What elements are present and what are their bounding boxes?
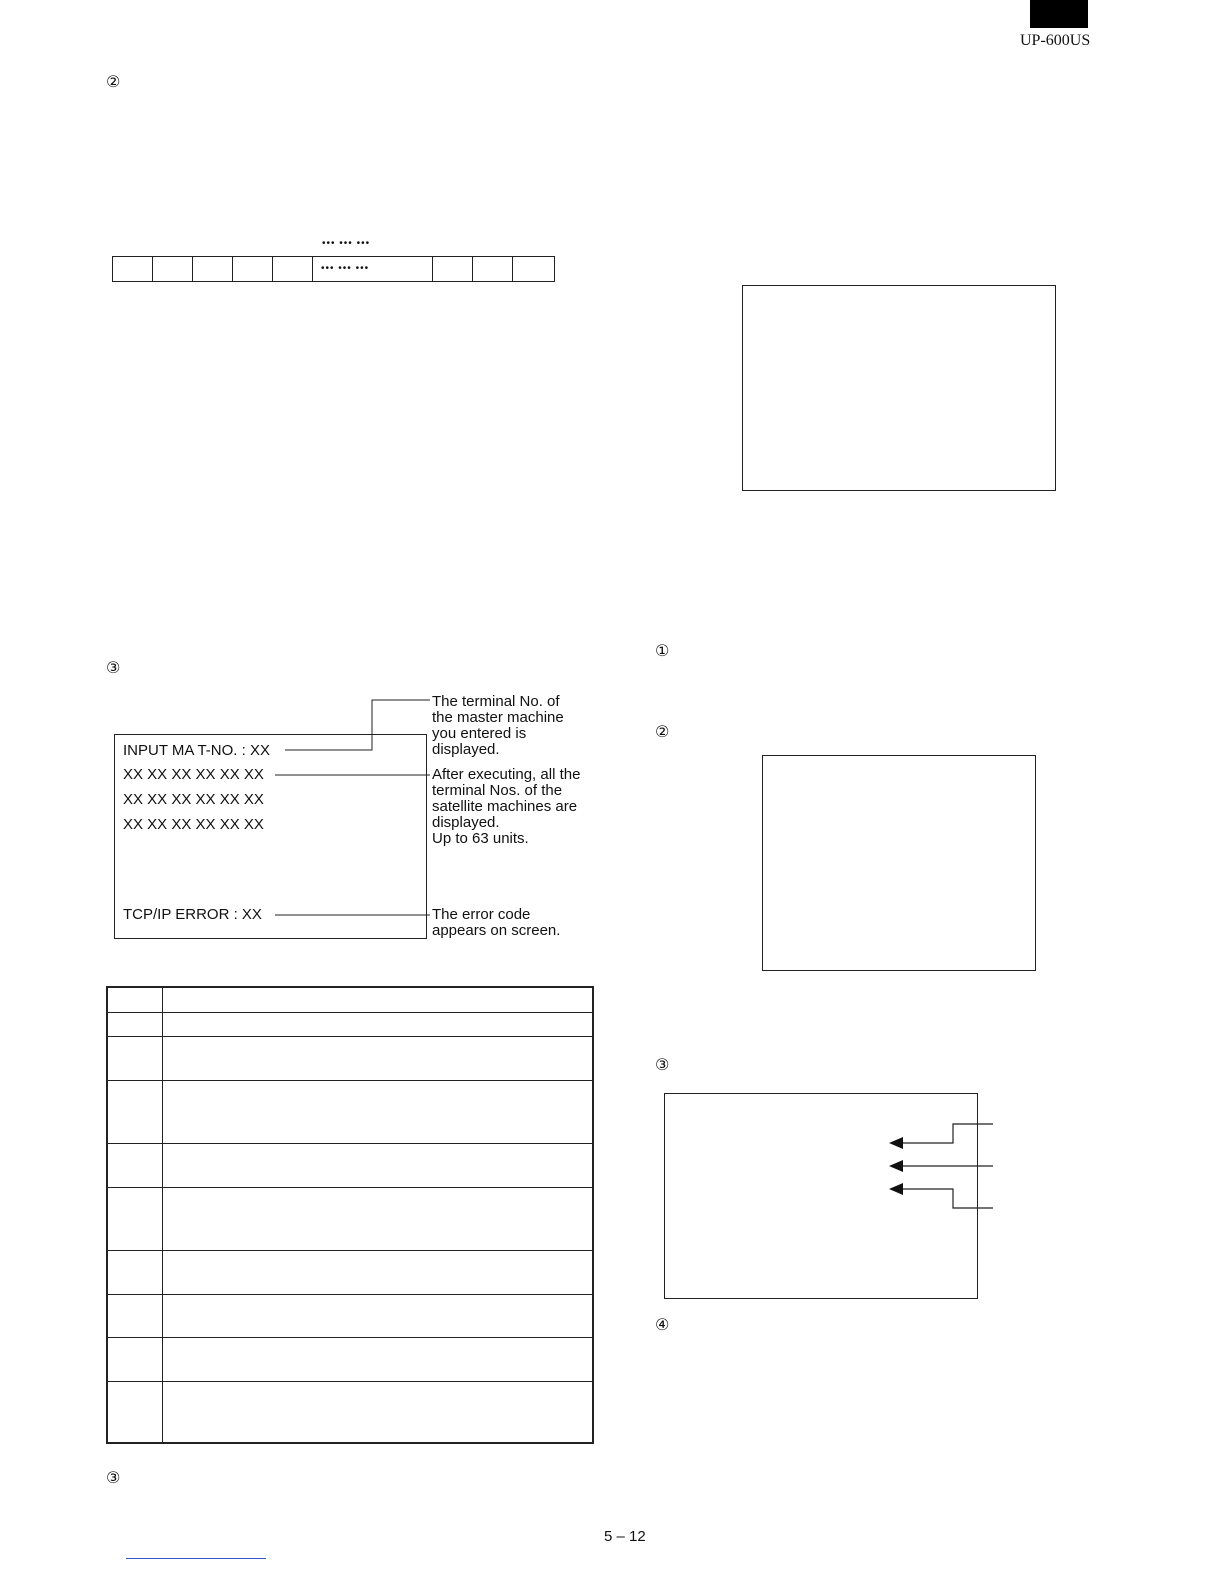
step-marker-2: ② <box>106 72 121 91</box>
page-number: 5 – 12 <box>604 1528 646 1545</box>
footer-link-underline[interactable] <box>126 1558 266 1559</box>
display-screen-box-right-top <box>742 285 1056 491</box>
table-row <box>108 1294 592 1295</box>
step-marker-right-3: ③ <box>655 1055 670 1074</box>
table-row <box>108 1036 592 1037</box>
note-terminal-number: The terminal No. of the master machine you entered is displayed. <box>432 693 564 758</box>
screen-error-line: TCP/IP ERROR : XX <box>123 906 262 923</box>
display-screen-box-right-middle <box>762 755 1036 971</box>
model-label: UP-600US <box>1020 32 1091 49</box>
step-marker-3-bottom: ③ <box>106 1468 121 1487</box>
screen-satellite-line-1: XX XX XX XX XX XX <box>123 766 264 783</box>
step-marker-right-2: ② <box>655 722 670 741</box>
error-code-table <box>106 986 594 1444</box>
table-column-divider <box>162 988 163 1442</box>
table-row <box>108 1381 592 1382</box>
step-marker-3: ③ <box>106 658 121 677</box>
screen-input-line: INPUT MA T-NO. : XX <box>123 742 270 759</box>
strip-ellipsis-inner: ••• ••• ••• <box>321 263 370 274</box>
table-row <box>108 1143 592 1144</box>
note-error-code: The error code appears on screen. <box>432 906 561 939</box>
step-marker-right-1: ① <box>655 641 670 660</box>
strip-ellipsis-top: ••• ••• ••• <box>322 238 371 249</box>
screen-satellite-line-2: XX XX XX XX XX XX <box>123 791 264 808</box>
table-row <box>108 1187 592 1188</box>
table-row <box>108 1337 592 1338</box>
table-row <box>108 1012 592 1013</box>
step-marker-right-4: ④ <box>655 1315 670 1334</box>
screen-satellite-line-3: XX XX XX XX XX XX <box>123 816 264 833</box>
table-row <box>108 1250 592 1251</box>
table-row <box>108 1080 592 1081</box>
display-screen-box-right-bottom <box>664 1093 978 1299</box>
note-after-executing: After executing, all the terminal Nos. of the satellite machines are displayed. Up to 63 units. <box>432 766 581 847</box>
leader-line-terminal <box>285 700 430 750</box>
